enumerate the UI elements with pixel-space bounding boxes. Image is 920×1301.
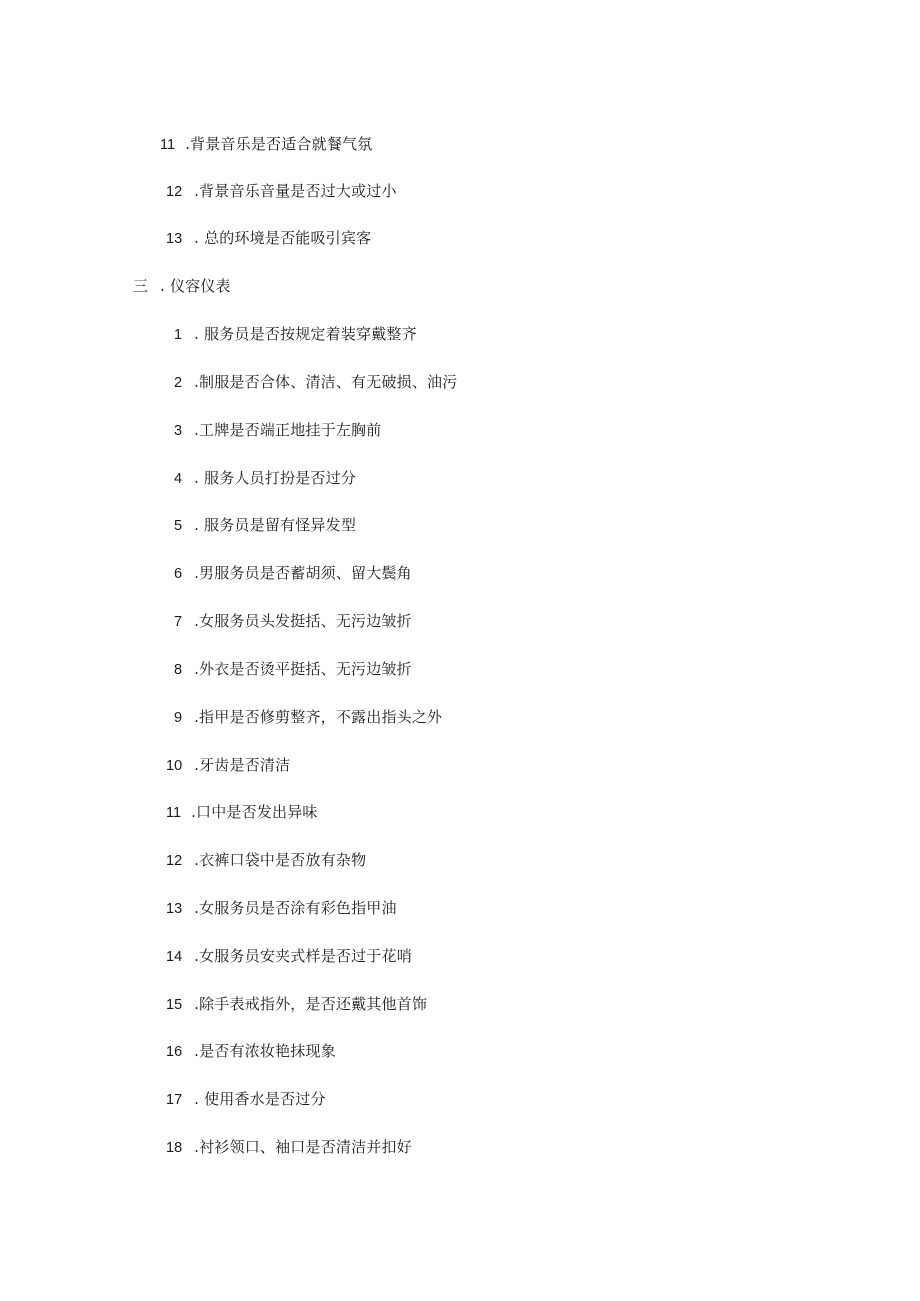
list-item [174, 657, 412, 681]
item-number: 11 [160, 137, 176, 153]
item-number: 10 [166, 758, 183, 774]
item-text: .指甲是否修剪整齐，不露出指头之外 [194, 708, 443, 726]
list-item [166, 1135, 412, 1159]
item-number: 4 [174, 471, 183, 487]
item-number: 9 [174, 710, 183, 726]
item-number: 14 [166, 949, 183, 965]
item-text: .制服是否合体、清洁、有无破损、油污 [194, 373, 458, 391]
item-text: .外衣是否烫平挺括、无污边皱折 [194, 660, 412, 678]
item-text: . 服务人员打扮是否过分 [194, 469, 357, 487]
list-item [166, 848, 366, 872]
item-text: . 使用香水是否过分 [194, 1090, 326, 1108]
item-number: 12 [166, 184, 183, 200]
item-number: 15 [166, 997, 183, 1013]
item-text: .男服务员是否蓄胡须、留大鬓角 [194, 564, 412, 582]
section-number: 三 [133, 277, 149, 295]
list-item [166, 1039, 336, 1063]
item-text: .工牌是否端正地挂于左胸前 [194, 421, 382, 439]
item-text: .衬衫领口、袖口是否清洁并扣好 [194, 1138, 412, 1156]
item-text: .除手表戒指外，是否还戴其他首饰 [194, 995, 428, 1013]
section-title: . 仪容仪表 [160, 277, 231, 295]
item-text: . 总的环境是否能吸引宾客 [194, 229, 372, 247]
list-item [160, 132, 372, 156]
item-text: .口中是否发出异味 [191, 803, 318, 821]
list-item [166, 800, 318, 824]
item-number: 18 [166, 1140, 183, 1156]
item-number: 11 [166, 805, 182, 821]
item-text: . 服务员是否按规定着装穿戴整齐 [194, 325, 417, 343]
item-number: 13 [166, 231, 183, 247]
list-item [166, 896, 397, 920]
list-item [174, 370, 457, 394]
item-text: .衣裤口袋中是否放有杂物 [194, 851, 367, 869]
item-number: 1 [174, 327, 183, 343]
list-item [174, 466, 356, 490]
item-text: .背景音乐音量是否过大或过小 [194, 182, 397, 200]
list-item [166, 944, 412, 968]
item-number: 7 [174, 614, 183, 630]
item-text: .女服务员头发挺括、无污边皱折 [194, 612, 412, 630]
item-number: 17 [166, 1092, 183, 1108]
item-number: 16 [166, 1044, 183, 1060]
list-item [174, 561, 412, 585]
list-item [174, 322, 417, 346]
item-number: 3 [174, 423, 183, 439]
list-item [166, 179, 397, 203]
item-text: .牙齿是否清洁 [194, 756, 291, 774]
item-number: 5 [174, 518, 183, 534]
item-number: 6 [174, 566, 183, 582]
list-item [174, 418, 381, 442]
list-item [166, 753, 290, 777]
list-item [166, 1087, 326, 1111]
item-number: 2 [174, 375, 183, 391]
list-item [174, 609, 412, 633]
item-text: .是否有浓妆艳抹现象 [194, 1042, 336, 1060]
item-text: .女服务员是否涂有彩色指甲油 [194, 899, 397, 917]
item-number: 8 [174, 662, 183, 678]
list-item [174, 705, 442, 729]
item-text: .女服务员安夹式样是否过于花哨 [194, 947, 412, 965]
item-number: 12 [166, 853, 183, 869]
list-item [166, 226, 371, 250]
section-heading [133, 274, 231, 298]
item-number: 13 [166, 901, 183, 917]
item-text: .背景音乐是否适合就餐气氛 [185, 135, 373, 153]
list-item [166, 992, 427, 1016]
item-text: . 服务员是留有怪异发型 [194, 516, 357, 534]
list-item [174, 513, 356, 537]
